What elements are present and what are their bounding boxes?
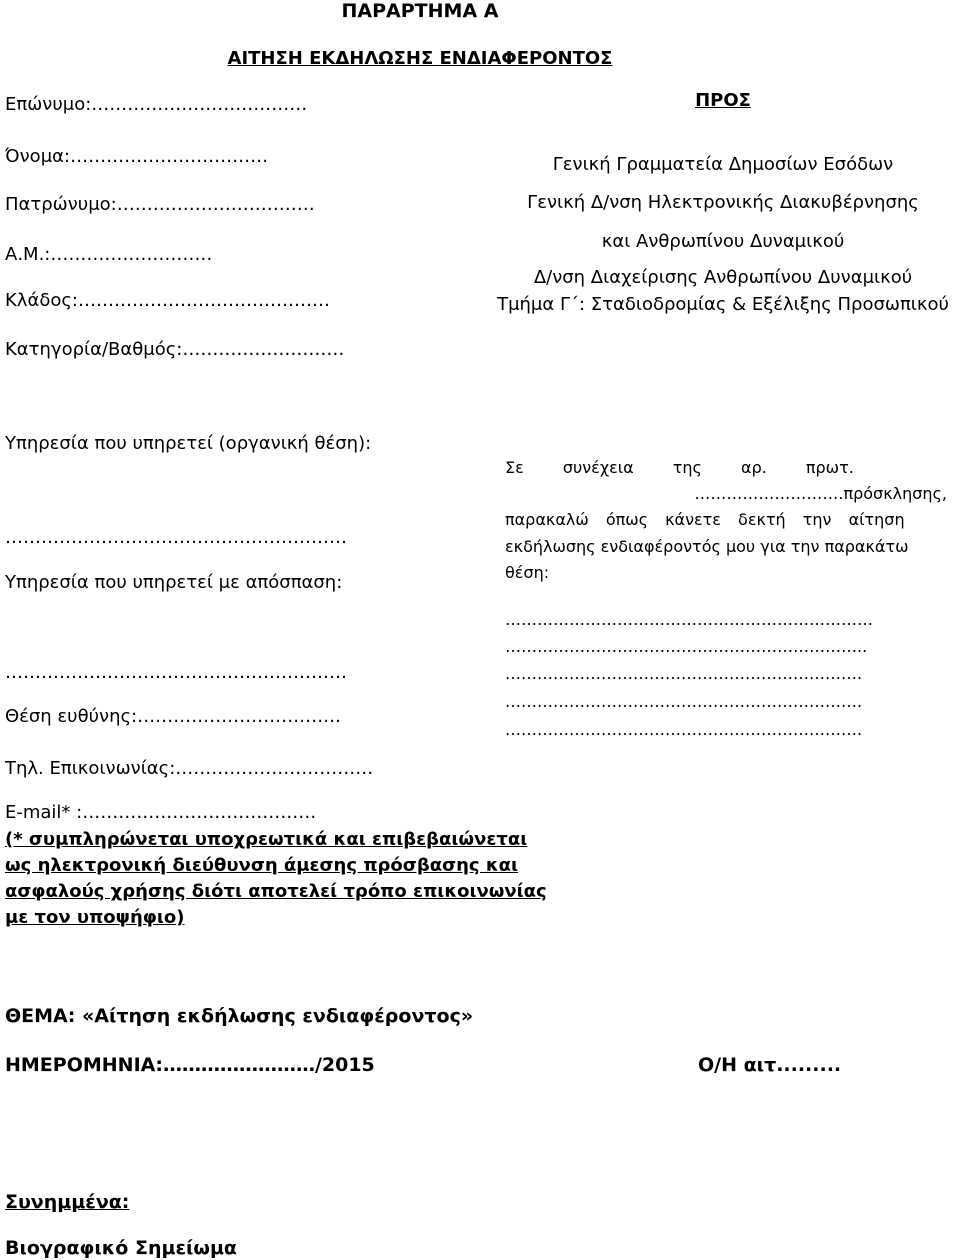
recipient-heading: ΠΡΟΣ bbox=[695, 90, 751, 111]
email-note-line-1: (* συμπληρώνεται υποχρεωτικά και επιβεβαιώνεται bbox=[5, 829, 528, 850]
request-line-1 bbox=[505, 458, 947, 477]
recipient-line-3: και Ανθρωπίνου Δυναμικού bbox=[601, 231, 845, 252]
name-field[interactable]: Όνομα:…………………………… bbox=[5, 146, 269, 167]
email-field[interactable]: E-mail* :………………………………… bbox=[5, 802, 317, 823]
surname-field[interactable]: Επώνυμο:……………………………… bbox=[5, 94, 308, 115]
email-note-line-4: με τον υποψήφιο) bbox=[5, 907, 185, 928]
position-dots-1[interactable]: …………………………………………………………… bbox=[505, 610, 873, 629]
organic-service-field[interactable]: ………………………………………………… bbox=[5, 527, 347, 548]
position-dots-3[interactable]: …………………………………………………………. bbox=[505, 664, 863, 683]
attachment-cv: Βιογραφικό Σημείωμα bbox=[5, 1237, 237, 1259]
position-dots-5[interactable]: …………………………………………………………. bbox=[505, 720, 863, 739]
recipient-line-1: Γενική Γραμματεία Δημοσίων Εσόδων bbox=[552, 154, 894, 175]
request-line-4: εκδήλωσης ενδιαφέροντός μου για την παρακάτω bbox=[505, 537, 909, 556]
request-line-1-text: Σε συνέχεια της αρ. πρωτ. bbox=[505, 458, 854, 477]
secondment-service-label: Υπηρεσία που υπηρετεί με απόσπαση: bbox=[5, 572, 343, 593]
branch-field[interactable]: Κλάδος:…………………………………… bbox=[5, 290, 330, 311]
subject-text: : «Αίτηση εκδήλωσης ενδιαφέροντος» bbox=[67, 1005, 474, 1027]
annex-title: ΠΑΡΑΡΤΗΜΑ Α bbox=[341, 0, 499, 22]
secondment-service-field[interactable]: ………………………………………………… bbox=[5, 662, 347, 683]
recipient-line-5: Τμήμα Γ΄: Σταδιοδρομίας & Εξέλιξης Προσωπικού bbox=[497, 294, 949, 315]
request-line-3: παρακαλώ όπως κάνετε δεκτή την αίτηση bbox=[505, 510, 905, 529]
position-dots-2[interactable]: ………………………………………………………….. bbox=[505, 637, 868, 656]
recipient-line-4: Δ/νση Διαχείρισης Ανθρωπίνου Δυναμικού bbox=[533, 267, 913, 288]
organic-service-label: Υπηρεσία που υπηρετεί (οργανική θέση): bbox=[5, 433, 372, 454]
position-dots-4[interactable]: …………………………………………………………. bbox=[505, 692, 863, 711]
subject-line bbox=[5, 1005, 473, 1028]
registry-number-field[interactable]: Α.Μ.:……………………… bbox=[5, 244, 213, 265]
phone-field[interactable]: Τηλ. Επικοινωνίας:…………………………… bbox=[5, 758, 374, 779]
date-field[interactable]: ΗΜΕΡΟΜΗΝΙΑ:……………………/2015 bbox=[5, 1054, 375, 1076]
request-line-2: ……………………….πρόσκλησης, bbox=[694, 484, 947, 503]
position-field[interactable]: Θέση ευθύνης:……………………………. bbox=[5, 706, 341, 727]
subject-label: ΘΕΜΑ bbox=[5, 1005, 68, 1027]
recipient-line-2: Γενική Δ/νση Ηλεκτρονικής Διακυβέρνησης bbox=[527, 192, 919, 213]
category-grade-field[interactable]: Κατηγορία/Βαθμός:……………………… bbox=[5, 339, 345, 360]
fathers-name-field[interactable]: Πατρώνυμο:…………………………… bbox=[5, 194, 315, 215]
email-note-line-3: ασφαλούς χρήσης διότι αποτελεί τρόπο επικοινωνίας bbox=[5, 881, 547, 902]
applicant-signature-field[interactable]: Ο/Η αιτ......... bbox=[698, 1054, 842, 1076]
request-line-5: θέση: bbox=[505, 563, 550, 582]
attachments-label: Συνημμένα: bbox=[5, 1191, 130, 1213]
email-note-line-2: ως ηλεκτρονική διεύθυνση άμεσης πρόσβασης και bbox=[5, 855, 519, 876]
form-title: ΑΙΤΗΣΗ ΕΚΔΗΛΩΣΗΣ ΕΝΔΙΑΦΕΡΟΝΤΟΣ bbox=[227, 48, 613, 69]
